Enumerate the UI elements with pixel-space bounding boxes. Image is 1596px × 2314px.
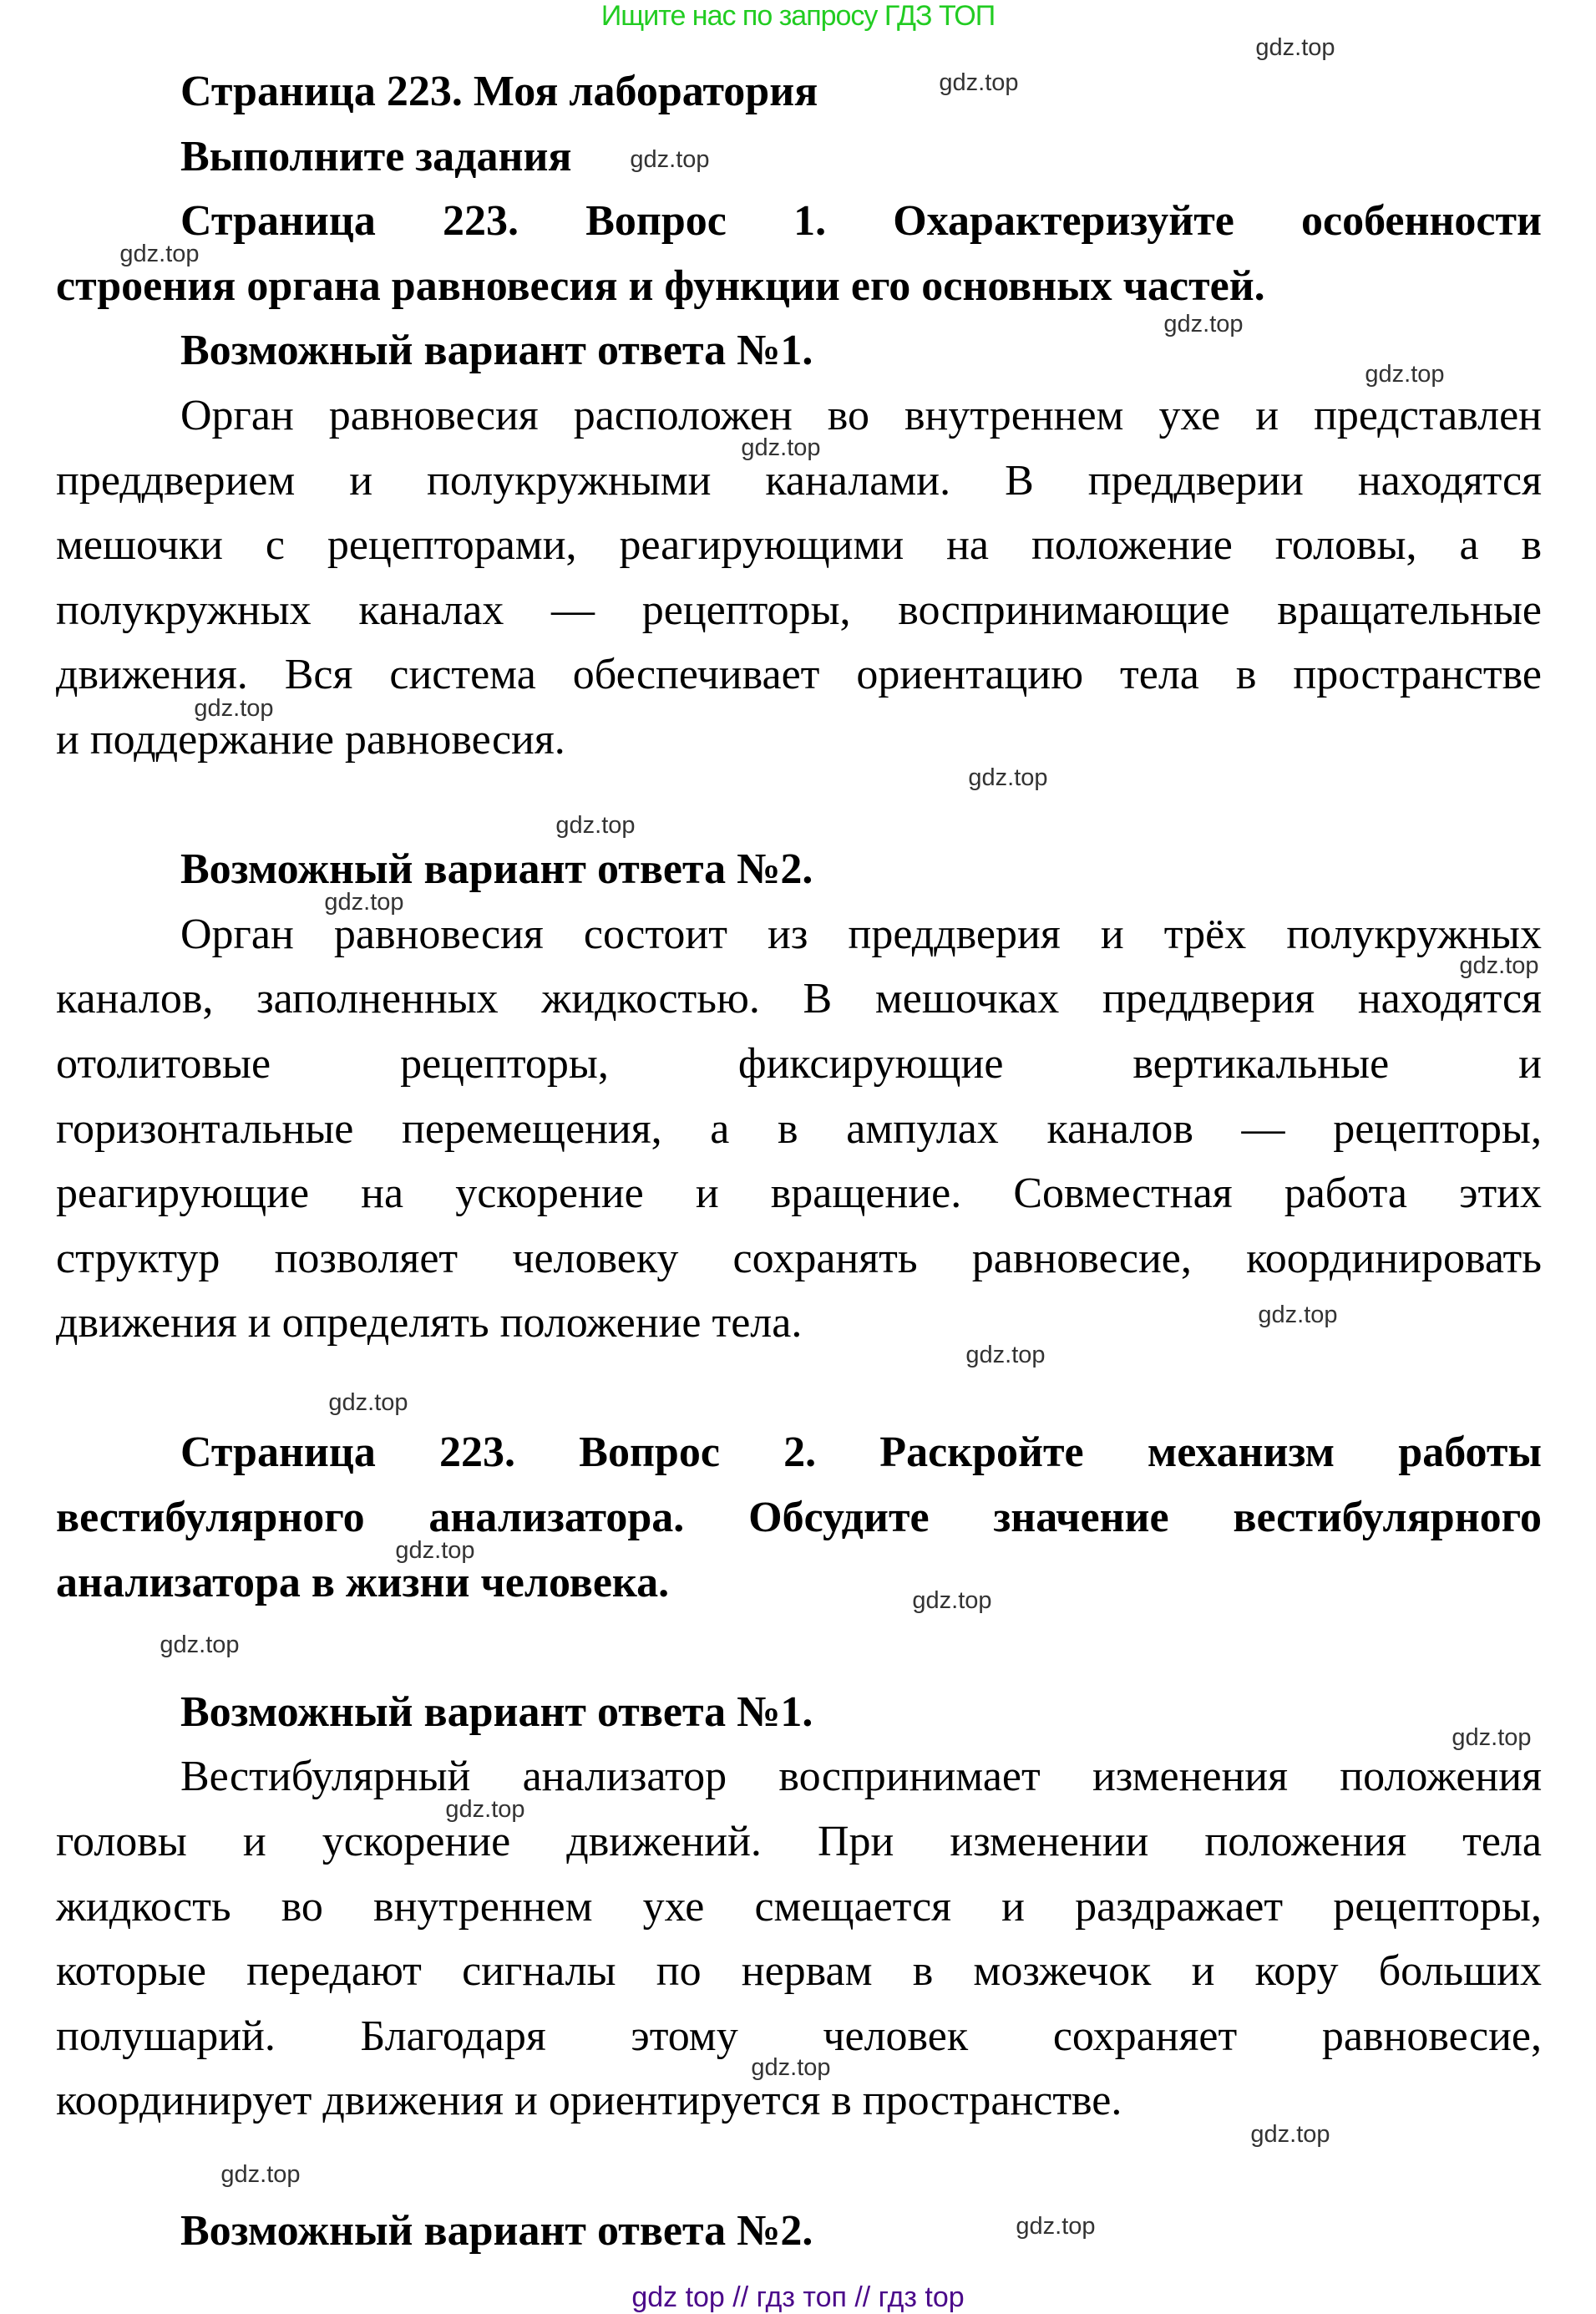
- watermark-text: gdz.top: [968, 764, 1048, 791]
- watermark-text: gdz.top: [194, 695, 274, 722]
- watermark-text: gdz.top: [1459, 952, 1539, 979]
- watermark-text: gdz.top: [1163, 311, 1244, 337]
- watermark-text: gdz.top: [395, 1537, 475, 1564]
- watermark-text: gdz.top: [324, 889, 404, 916]
- watermark-text: gdz.top: [1452, 1724, 1532, 1751]
- heading-line: Возможный вариант ответа №1.: [180, 327, 813, 375]
- watermark-text: gdz.top: [220, 2161, 301, 2188]
- watermark-text: gdz.top: [630, 146, 710, 173]
- watermark-text: gdz.top: [751, 2054, 831, 2081]
- watermark-text: gdz.top: [939, 69, 1019, 96]
- watermark-text: gdz.top: [119, 241, 200, 267]
- watermark-text: gdz.top: [1258, 1302, 1338, 1328]
- watermark-text: gdz.top: [445, 1796, 525, 1823]
- heading-line: анализатора в жизни человека.: [56, 1558, 670, 1606]
- watermark-text: gdz.top: [555, 812, 636, 839]
- text-line: отолитовые рецепторы, фиксирующие вертикальные и: [56, 1039, 1542, 1088]
- heading-line: Выполните задания: [180, 132, 572, 180]
- text-line: Орган равновесия расположен во внутреннем ухе и представлен: [180, 391, 1542, 439]
- text-line: структур позволяет человеку сохранять равновесие, координировать: [56, 1234, 1542, 1282]
- text-line: которые передают сигналы по нервам в мозжечок и кору больших: [56, 1947, 1542, 1996]
- watermark-text: gdz.top: [1255, 34, 1335, 61]
- watermark-text: gdz.top: [912, 1587, 992, 1614]
- text-line: мешочки с рецепторами, реагирующими на положение головы, а в: [56, 521, 1542, 570]
- text-line: Вестибулярный анализатор воспринимает изменения положения: [180, 1753, 1542, 1801]
- text-line: головы и ускорение движений. При изменении положения тела: [56, 1818, 1542, 1866]
- heading-line: Страница 223. Вопрос 2. Раскройте механизм работы: [180, 1428, 1542, 1477]
- heading-line: строения органа равновесия и функции его основных частей.: [56, 261, 1265, 310]
- text-line: Орган равновесия состоит из преддверия и трёх полукружных: [180, 910, 1542, 958]
- watermark-text: gdz.top: [1016, 2213, 1096, 2240]
- footer-banner: gdz top // гдз топ // гдз top: [631, 2281, 965, 2313]
- text-line: полукружных каналах — рецепторы, воспринимающие вращательные: [56, 586, 1542, 634]
- text-line: преддверием и полукружными каналами. В преддверии находятся: [56, 456, 1542, 505]
- heading-line: вестибулярного анализатора. Обсудите значение вестибулярного: [56, 1494, 1542, 1542]
- search-banner: Ищите нас по запросу ГДЗ ТОП: [600, 0, 996, 32]
- watermark-text: gdz.top: [328, 1389, 408, 1416]
- text-line: полушарий. Благодаря этому человек сохраняет равновесие,: [56, 2012, 1542, 2060]
- document-body: [56, 59, 1542, 2263]
- text-line: реагирующие на ускорение и вращение. Совместная работа этих: [56, 1170, 1542, 1218]
- heading-line: Возможный вариант ответа №1.: [180, 1687, 813, 1736]
- text-line: горизонтальные перемещения, а в ампулах каналов — рецепторы,: [56, 1104, 1542, 1153]
- text-line: движения и определять положение тела.: [56, 1299, 803, 1347]
- text-line: и поддержание равновесия.: [56, 715, 565, 764]
- text-line: жидкость во внутреннем ухе смещается и раздражает рецепторы,: [56, 1882, 1542, 1931]
- watermark-text: gdz.top: [1365, 361, 1445, 388]
- blank-line: [56, 773, 1542, 838]
- blank-line: [56, 1615, 1542, 1680]
- heading-line: Страница 223. Моя лаборатория: [180, 68, 818, 115]
- watermark-text: gdz.top: [160, 1631, 240, 1658]
- text-line: каналов, заполненных жидкостью. В мешочках преддверия находятся: [56, 975, 1542, 1023]
- watermark-text: gdz.top: [1250, 2121, 1330, 2148]
- watermark-text: gdz.top: [965, 1342, 1046, 1368]
- heading-line: Возможный вариант ответа №2.: [180, 845, 813, 894]
- heading-line: Возможный вариант ответа №2.: [180, 2206, 813, 2255]
- heading-line: Страница 223. Вопрос 1. Охарактеризуйте особенности: [180, 197, 1542, 246]
- blank-line: [56, 1356, 1542, 1421]
- text-line: координирует движения и ориентируется в пространстве.: [56, 2077, 1122, 2125]
- text-line: движения. Вся система обеспечивает ориентацию тела в пространстве: [56, 651, 1542, 699]
- watermark-text: gdz.top: [741, 434, 821, 461]
